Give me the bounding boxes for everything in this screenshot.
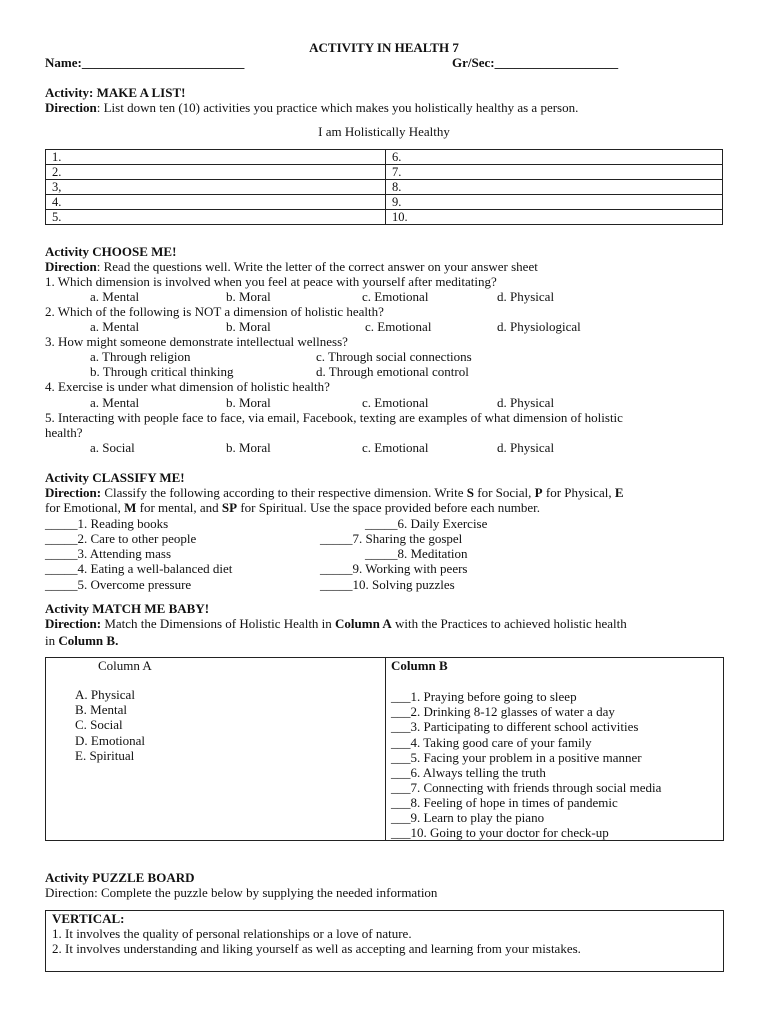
q1-option-b: b. Moral — [226, 289, 271, 304]
table-row — [46, 165, 723, 180]
column-a-item: B. Mental — [75, 702, 127, 717]
q2-option-c: c. Emotional — [365, 319, 432, 334]
list-cell: 1. — [46, 150, 386, 165]
column-a-header: Column A — [98, 658, 152, 673]
code-m: M — [124, 500, 137, 515]
direction-label: Direction: — [45, 485, 102, 500]
choose-me-direction — [45, 259, 538, 274]
classify-direction-line2 — [45, 500, 540, 515]
code-p: P — [534, 485, 543, 500]
code-s: S — [466, 485, 474, 500]
q1-option-c: c. Emotional — [362, 289, 429, 304]
classify-direction-line1 — [45, 485, 624, 500]
column-b-item: ___6. Always telling the truth — [391, 765, 546, 780]
direction-label: Direction — [45, 259, 97, 274]
q4-option-c: c. Emotional — [362, 395, 429, 410]
direction-text: : Read the questions well. Write the letter of the correct answer on your answer sheet — [96, 259, 538, 274]
direction-text: with the Practices to achieved holistic health — [391, 616, 627, 631]
question-4: 4. Exercise is under what dimension of holistic health? — [45, 379, 330, 394]
clue-item: 2. It involves understanding and liking yourself as well as accepting and learning from your mistakes. — [52, 941, 581, 956]
q5-option-b: b. Moral — [226, 440, 271, 455]
list-cell: 5. — [46, 210, 386, 225]
q3-option-d: d. Through emotional control — [316, 364, 469, 379]
match-direction-line2 — [45, 633, 118, 648]
direction-text: for mental, and — [136, 500, 222, 515]
q3-option-b: b. Through critical thinking — [90, 364, 234, 379]
q5-option-a: a. Social — [90, 440, 135, 455]
question-2: 2. Which of the following is NOT a dimension of holistic health? — [45, 304, 384, 319]
direction-text: for Spiritual. Use the space provided before each number. — [237, 500, 540, 515]
table-row — [46, 180, 723, 195]
name-field: Name:_________________________ — [45, 55, 245, 70]
direction-text: : List down ten (10) activities you practice which makes you holistically healthy as a person. — [96, 100, 579, 115]
direction-text: for Social, — [474, 485, 535, 500]
list-cell: 6. — [386, 150, 723, 165]
q5-option-d: d. Physical — [497, 440, 555, 455]
question-1: 1. Which dimension is involved when you feel at peace with yourself after meditating? — [45, 274, 497, 289]
direction-text: Match the Dimensions of Holistic Health in — [101, 616, 336, 631]
question-5-cont: health? — [45, 425, 83, 440]
list-cell: 4. — [46, 195, 386, 210]
q4-option-d: d. Physical — [497, 395, 555, 410]
clue-item: 1. It involves the quality of personal relationships or a love of nature. — [52, 926, 412, 941]
grsec-field: Gr/Sec:___________________ — [452, 55, 619, 70]
column-b-item: ___2. Drinking 8-12 glasses of water a day — [391, 704, 615, 719]
q4-option-a: a. Mental — [90, 395, 140, 410]
column-b-item: ___4. Taking good care of your family — [391, 735, 592, 750]
column-b-item: ___9. Learn to play the piano — [391, 810, 545, 825]
page-title: ACTIVITY IN HEALTH 7 — [309, 40, 459, 55]
direction-text: for Physical, — [542, 485, 615, 500]
q4-option-b: b. Moral — [226, 395, 271, 410]
column-b-item: ___5. Facing your problem in a positive manner — [391, 750, 642, 765]
match-title: Activity MATCH ME BABY! — [45, 601, 210, 616]
activity-list-table — [45, 149, 723, 225]
column-b-ref: Column B. — [58, 633, 119, 648]
classify-item: _____8. Meditation — [365, 546, 468, 561]
column-b-header: Column B — [391, 658, 448, 673]
column-a-ref: Column A — [335, 616, 392, 631]
classify-item: _____10. Solving puzzles — [320, 577, 455, 592]
classify-item: _____7. Sharing the gospel — [320, 531, 463, 546]
code-e: E — [614, 485, 624, 500]
classify-item: _____4. Eating a well-balanced diet — [45, 561, 233, 576]
direction-text: Classify the following according to their respective dimension. Write — [101, 485, 467, 500]
list-subtitle: I am Holistically Healthy — [318, 124, 450, 139]
classify-item: _____2. Care to other people — [45, 531, 197, 546]
column-b-item: ___1. Praying before going to sleep — [391, 689, 577, 704]
list-cell: 3, — [46, 180, 386, 195]
classify-item: _____1. Reading books — [45, 516, 169, 531]
list-cell: 9. — [386, 195, 723, 210]
code-sp: SP — [221, 500, 238, 515]
classify-item: _____5. Overcome pressure — [45, 577, 192, 592]
match-direction-line1 — [45, 616, 627, 631]
q2-option-b: b. Moral — [226, 319, 271, 334]
q2-option-a: a. Mental — [90, 319, 140, 334]
puzzle-title: Activity PUZZLE BOARD — [45, 870, 195, 885]
list-cell: 2. — [46, 165, 386, 180]
column-a-item: C. Social — [75, 717, 123, 732]
classify-title: Activity CLASSIFY ME! — [45, 470, 185, 485]
column-b-item: ___10. Going to your doctor for check-up — [391, 825, 609, 840]
direction-label: Direction: — [45, 616, 102, 631]
list-cell: 7. — [386, 165, 723, 180]
q5-option-c: c. Emotional — [362, 440, 429, 455]
question-3: 3. How might someone demonstrate intellectual wellness? — [45, 334, 348, 349]
q2-option-d: d. Physiological — [497, 319, 581, 334]
table-row — [46, 150, 723, 165]
make-list-direction — [45, 100, 578, 115]
table-row — [46, 210, 723, 225]
vertical-label: VERTICAL: — [52, 911, 125, 926]
question-5: 5. Interacting with people face to face, via email, Facebook, texting are examples of what dimension of holistic — [45, 410, 623, 425]
q3-option-a: a. Through religion — [90, 349, 191, 364]
classify-item: _____9. Working with peers — [320, 561, 468, 576]
direction-text: for Emotional, — [45, 500, 125, 515]
column-a-item: A. Physical — [75, 687, 135, 702]
column-divider — [385, 658, 386, 840]
column-a-item: E. Spiritual — [75, 748, 135, 763]
match-table — [45, 657, 724, 841]
column-b-item: ___7. Connecting with friends through social media — [391, 780, 662, 795]
classify-item: _____6. Daily Exercise — [365, 516, 488, 531]
list-cell: 10. — [386, 210, 723, 225]
q1-option-d: d. Physical — [497, 289, 555, 304]
direction-text: in — [45, 633, 59, 648]
choose-me-title: Activity CHOOSE ME! — [45, 244, 177, 259]
table-row — [46, 195, 723, 210]
make-list-title: Activity: MAKE A LIST! — [45, 85, 186, 100]
classify-item: _____3. Attending mass — [45, 546, 172, 561]
column-b-item: ___8. Feeling of hope in times of pandemic — [391, 795, 618, 810]
column-b-item: ___3. Participating to different school activities — [391, 719, 639, 734]
list-cell: 8. — [386, 180, 723, 195]
q3-option-c: c. Through social connections — [316, 349, 472, 364]
direction-label: Direction — [45, 100, 97, 115]
q1-option-a: a. Mental — [90, 289, 140, 304]
column-a-item: D. Emotional — [75, 733, 146, 748]
puzzle-clue-box — [45, 910, 724, 972]
puzzle-direction: Direction: Complete the puzzle below by supplying the needed information — [45, 885, 438, 900]
